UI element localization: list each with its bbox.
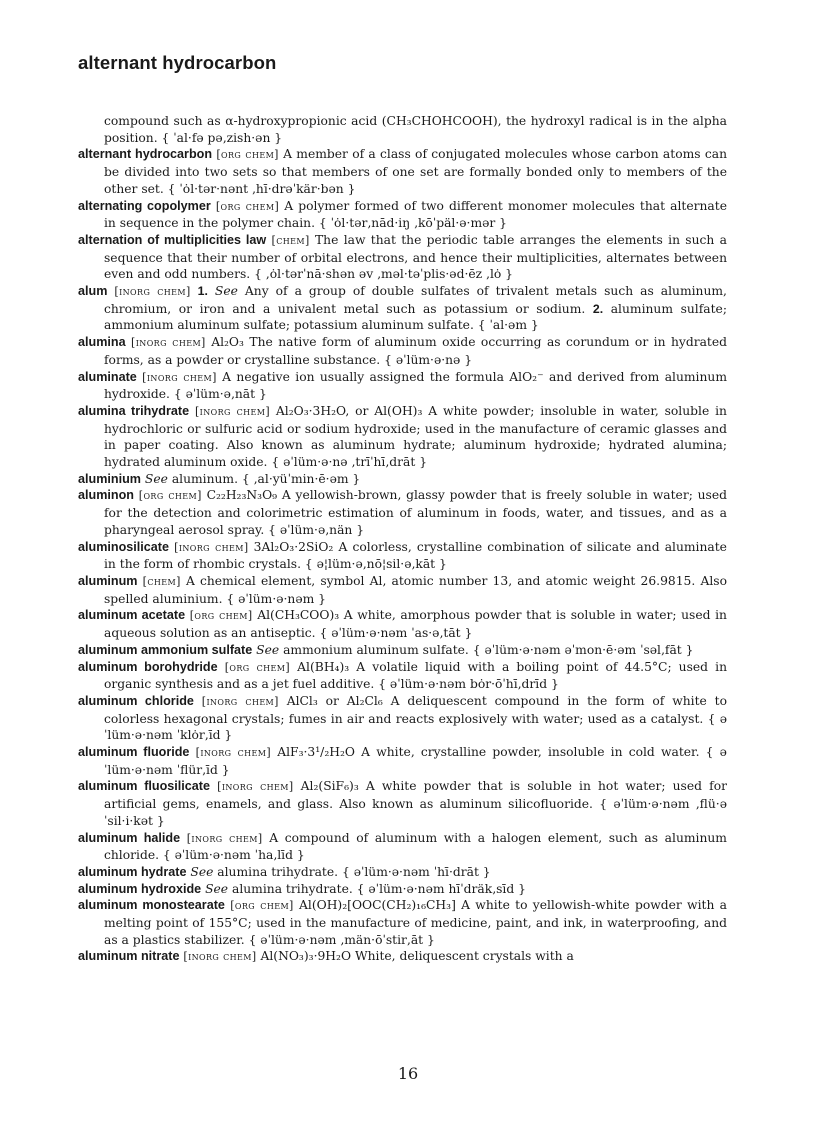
page-number: 16	[397, 1064, 419, 1083]
entry-definition: aluminum. { ‚al·yüˈmin·ē·əm }	[171, 471, 361, 486]
dictionary-entry	[78, 334, 727, 368]
entry-field-label: [inorg chem]	[186, 831, 263, 845]
dictionary-body	[78, 113, 727, 966]
entry-field-label: [inorg chem]	[194, 404, 271, 418]
entry-headword: aluminon	[78, 488, 134, 503]
see-reference: See	[190, 864, 214, 879]
see-reference: See	[205, 881, 229, 896]
entry-headword: aluminum borohydride	[78, 659, 218, 674]
dictionary-entry	[78, 897, 727, 948]
entry-definition: AlF₃·3¹/₂H₂O A white, crystalline powder, insoluble in cold water. { əˈlüm·ə·nəm ˈflür‚īd }	[104, 745, 727, 777]
entry-field-label: [inorg chem]	[217, 780, 294, 794]
dictionary-entry	[78, 198, 727, 232]
dictionary-entry	[78, 642, 727, 659]
entry-headword: aluminum hydroxide	[78, 881, 202, 896]
entry-field-label: [inorg chem]	[142, 370, 217, 384]
entry-definition: AlCl₃ or Al₂Cl₆ A deliquescent compound in the form of white to colorless hexagonal crystals; fumes in air and reacts explosively with water; used as a catalyst. { əˈlüm·ə·nəm ˈklȯr‚īd }	[104, 693, 727, 743]
entry-definition: A chemical element, symbol Al, atomic number 13, and atomic weight 26.9815. Also spelled aluminium. { əˈlüm·ə·nəm }	[104, 573, 727, 606]
dictionary-entry	[78, 948, 727, 966]
entry-definition: A negative ion usually assigned the formula AlO₂⁻ and derived from aluminum hydroxide. { əˈlüm·ə‚nāt }	[104, 369, 727, 402]
entry-field-label: [org chem]	[216, 148, 279, 162]
dictionary-entry	[78, 471, 727, 488]
entry-field-label: [org chem]	[189, 609, 253, 623]
continuation-text: compound such as α-hydroxypropionic acid (CH₃CHOHCOOH), the hydroxyl radical is in the alpha position. { ˈal·fə pə‚zish·ən }	[104, 114, 727, 145]
dictionary-entry	[78, 659, 727, 693]
entry-headword: aluminum hydrate	[78, 864, 187, 879]
dictionary-entry	[78, 539, 727, 573]
entry-definition: A member of a class of conjugated molecules whose carbon atoms can be divided into two sets so that members of one set are formally bonded only to members of the other set. { ˈȯl·tər·nənt ‚hī·drəˈkär·bən }	[104, 147, 727, 196]
entry-headword: alternating copolymer	[78, 198, 211, 213]
entry-field-label: [inorg chem]	[131, 336, 206, 350]
entry-definition: C₂₂H₂₃N₃O₉ A yellowish-brown, glassy powder that is freely soluble in water; used for the detection and colorimetric estimation of aluminum in foods, water, and tissues, and as a pharyngeal aerosol spray. { əˈlüm·ə‚nän }	[104, 488, 727, 537]
entry-headword: aluminum nitrate	[78, 949, 180, 964]
see-reference: See	[214, 284, 238, 299]
entry-definition: Any of a group of double sulfates of trivalent metals such as aluminum, chromium, or iron and a univalent metal such as potassium or sodium.	[104, 284, 727, 316]
entry-field-label: [inorg chem]	[174, 540, 249, 554]
sense-number: 1.	[197, 284, 208, 299]
dictionary-entry	[78, 487, 727, 538]
entry-headword: aluminum fluoride	[78, 745, 190, 760]
dictionary-entry	[78, 778, 727, 829]
entry-headword: aluminium	[78, 471, 141, 486]
entry-definition: ammonium aluminum sulfate. { əˈlüm·ə·nəm əˈmon·ē·əm ˈsəl‚fāt }	[283, 642, 694, 657]
sense-number: 2.	[592, 301, 604, 316]
entry-headword: alumina trihydrate	[78, 403, 190, 418]
dictionary-entry	[78, 146, 727, 197]
entry-definition: A compound of aluminum with a halogen element, such as aluminum chloride. { əˈlüm·ə·nəm ˈha‚līd }	[104, 830, 727, 863]
dictionary-entry	[78, 830, 727, 864]
entry-headword: aluminum monostearate	[78, 898, 225, 913]
entry-headword: alternation of multiplicities law	[78, 232, 267, 247]
entry-headword: aluminum	[78, 573, 138, 588]
entry-field-label: [org chem]	[215, 199, 280, 213]
entry-headword: aluminum acetate	[78, 608, 186, 623]
entry-headword: alum	[78, 284, 108, 299]
dictionary-entry	[78, 693, 727, 744]
entry-field-label: [inorg chem]	[183, 950, 257, 964]
entry-field-label: [inorg chem]	[195, 746, 272, 760]
entry-definition: aluminum sulfate; ammonium aluminum sulfate; potassium aluminum sulfate. { ˈal·əm }	[104, 301, 727, 333]
entry-field-label: [inorg chem]	[201, 694, 279, 708]
see-reference: See	[144, 471, 168, 486]
entry-headword: aluminate	[78, 369, 137, 384]
entry-definition: Al(OH)₂[OOC(CH₂)₁₆CH₃] A white to yellowish-white powder with a melting point of 155°C; used in the manufacture of medicine, paint, and ink, in waterproofing, and as a plastics stabilizer. { əˈlüm·ə·nəm ‚män·ōˈstir‚āt }	[104, 898, 727, 947]
entry-field-label: [chem]	[271, 233, 310, 247]
dictionary-entry	[78, 881, 727, 898]
entry-field-label: [org chem]	[138, 489, 202, 503]
entry-field-label: [inorg chem]	[114, 285, 191, 299]
entry-definition: alumina trihydrate. { əˈlüm·ə·nəm ˈhī·drāt }	[217, 864, 491, 879]
dictionary-entry	[78, 283, 727, 334]
entry-definition: A polymer formed of two different monomer molecules that alternate in sequence in the polymer chain. { ˈȯl·tər‚nād·iŋ ‚kōˈpäl·ə·mər }	[104, 198, 727, 231]
entry-field-label: [org chem]	[230, 899, 294, 913]
dictionary-entry	[78, 403, 727, 471]
entry-definition: Al(CH₃COO)₃ A white, amorphous powder that is soluble in water; used in aqueous solution as an antiseptic. { əˈlüm·ə·nəm ˈas·ə‚tāt }	[104, 608, 727, 641]
entry-field-label: [chem]	[142, 574, 181, 588]
entry-headword: aluminum fluosilicate	[78, 779, 210, 794]
entry-headword: aluminosilicate	[78, 539, 169, 554]
entry-definition: Al₂(SiF₆)₃ A white powder that is soluble in hot water; used for artificial gems, enamels, and glass. Also known as aluminum silicofluoride. { əˈlüm·ə·nəm ‚flü·əˈsil·i·kət }	[104, 779, 727, 828]
entry-field-label: [org chem]	[224, 660, 291, 674]
entry-headword: aluminum chloride	[78, 693, 194, 708]
running-head: alternant hydrocarbon	[78, 52, 277, 73]
dictionary-entry	[78, 744, 727, 778]
dictionary-entry	[78, 607, 727, 641]
entry-definition: alumina trihydrate. { əˈlüm·ə·nəm hīˈdräk‚sīd }	[232, 881, 526, 896]
entry-definition: The law that the periodic table arranges the elements in such a sequence that their number of orbital electrons, and hence their multiplicities, alternates between even and odd numbers. { ‚ȯl·tərˈnā·shən əv ‚məl·təˈplis·əd·ēz ‚lȯ }	[104, 232, 727, 282]
dictionary-entry	[78, 573, 727, 607]
entry-headword: aluminum halide	[78, 830, 181, 845]
entry-definition: Al(BH₄)₃ A volatile liquid with a boiling point of 44.5°C; used in organic synthesis and as a jet fuel additive. { əˈlüm·ə·nəm bȯr·ōˈhī‚drīd }	[104, 659, 727, 692]
entry-definition: 3Al₂O₃·2SiO₂ A colorless, crystalline combination of silicate and aluminate in the form of rhombic crystals. { ə¦lüm·ə‚nō¦sil·ə‚kāt }	[104, 539, 727, 572]
entry-definition: Al₂O₃ The native form of aluminum oxide occurring as corundum or in hydrated forms, as a powder or crystalline substance. { əˈlüm·ə·nə }	[104, 335, 727, 367]
entry-headword: alternant hydrocarbon	[78, 147, 213, 162]
dictionary-entry	[78, 232, 727, 283]
see-reference: See	[256, 642, 280, 657]
dictionary-entry	[78, 369, 727, 403]
entry-definition: Al₂O₃·3H₂O, or Al(OH)₃ A white powder; insoluble in water, soluble in hydrochloric or sulfuric acid or sodium hydroxide; used in the manufacture of ceramic glasses and in paper coating. Also known as aluminum hydrate; aluminum hydroxide; hydrated alumina; hydrated aluminum oxide. { əˈlüm·ə·nə ‚trīˈhī‚drāt }	[104, 403, 727, 470]
entry-headword: aluminum ammonium sulfate	[78, 642, 253, 657]
dictionary-entry	[78, 864, 727, 881]
entry-list	[78, 146, 727, 966]
entry-definition: Al(NO₃)₃·9H₂O White, deliquescent crystals with a	[260, 949, 574, 964]
entry-headword: alumina	[78, 335, 126, 350]
